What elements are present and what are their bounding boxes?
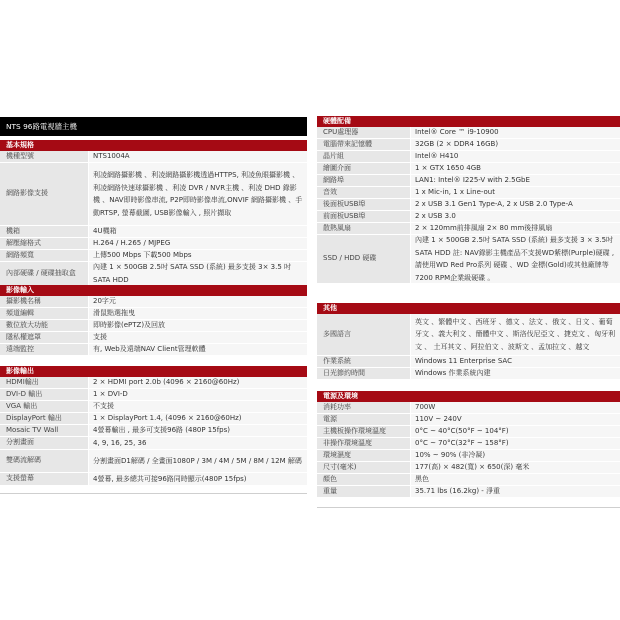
spec-row bbox=[317, 474, 620, 486]
spec-row bbox=[0, 377, 307, 389]
spec-row bbox=[0, 320, 307, 332]
spec-row bbox=[317, 151, 620, 163]
spec-row bbox=[0, 450, 307, 473]
spec-label: 機箱 bbox=[0, 226, 88, 237]
section-header: 影像輸出 bbox=[0, 366, 307, 377]
spec-value: 35.71 lbs (16.2kg) - 淨重 bbox=[410, 486, 620, 497]
spec-row bbox=[317, 211, 620, 223]
spec-table bbox=[0, 377, 307, 486]
spec-label: 遠端監控 bbox=[0, 344, 88, 355]
spec-row bbox=[317, 450, 620, 462]
spec-row bbox=[317, 223, 620, 235]
spec-value: 英文 、繁體中文 、西班牙 、德文 、法文 、俄文 、日文 、葡萄牙文 、義大利文 、簡體中文 、斯洛伐尼亞文 、捷克文 、匈牙利文 、 土耳其文 、阿拉伯文 、波斯文 、孟加拉文 、越文 bbox=[410, 314, 620, 355]
spec-row bbox=[317, 163, 620, 175]
spec-value: 2 × 120mm前排風扇 2× 80 mm後排風扇 bbox=[410, 223, 620, 234]
spec-table bbox=[317, 127, 620, 284]
divider bbox=[0, 493, 307, 494]
spec-value: 0°C ~ 40°C(50°F ~ 104°F) bbox=[410, 426, 620, 437]
spec-value: 黑色 bbox=[410, 474, 620, 485]
spec-label: 音效 bbox=[317, 187, 410, 198]
spec-table bbox=[0, 296, 307, 356]
spec-label: 支援螢幕 bbox=[0, 473, 88, 485]
spec-label: 攝影機名稱 bbox=[0, 296, 88, 307]
spec-value: NTS1004A bbox=[88, 151, 307, 162]
spec-value: 32GB (2 × DDR4 16GB) bbox=[410, 139, 620, 150]
spec-row bbox=[317, 426, 620, 438]
spec-label: 尺寸(毫米) bbox=[317, 462, 410, 473]
spec-row bbox=[317, 139, 620, 151]
spec-label: 重量 bbox=[317, 486, 410, 497]
spec-row bbox=[0, 344, 307, 356]
spec-value: 700W bbox=[410, 402, 620, 413]
spec-value: 20字元 bbox=[88, 296, 307, 307]
spec-label: 電腦帶來記憶體 bbox=[317, 139, 410, 150]
spec-row bbox=[0, 262, 307, 286]
spec-row bbox=[0, 250, 307, 262]
spec-label: 分割畫面 bbox=[0, 437, 88, 449]
spec-label: 環境濕度 bbox=[317, 450, 410, 461]
spec-value: 0°C ~ 70°C(32°F ~ 158°F) bbox=[410, 438, 620, 449]
spec-table bbox=[317, 314, 620, 380]
spec-label: 散熱風扇 bbox=[317, 223, 410, 234]
spec-value: 1 x Mic-in, 1 x Line-out bbox=[410, 187, 620, 198]
spec-label: 非操作環境溫度 bbox=[317, 438, 410, 449]
spec-value: 不支援 bbox=[88, 401, 307, 412]
spec-row bbox=[317, 356, 620, 368]
spec-label: 消耗功率 bbox=[317, 402, 410, 413]
spec-row bbox=[0, 332, 307, 344]
spec-label: 晶片組 bbox=[317, 151, 410, 162]
spec-value: LAN1: Intel® I225-V with 2.5GbE bbox=[410, 175, 620, 186]
spec-row bbox=[0, 163, 307, 226]
spec-value: 滑鼠點選拖曳 bbox=[88, 308, 307, 319]
spec-label: 機種型號 bbox=[0, 151, 88, 162]
spec-value: 有, Web及遠端NAV Client管理軟體 bbox=[88, 344, 307, 355]
spec-value: 177(高) × 482(寬) × 650(深) 毫米 bbox=[410, 462, 620, 473]
spec-value: 上傳500 Mbps 下載500 Mbps bbox=[88, 250, 307, 261]
spec-value: Windows 作業系統內建 bbox=[410, 368, 620, 379]
spec-row bbox=[317, 462, 620, 474]
spec-label: 網路埠 bbox=[317, 175, 410, 186]
spec-value: 4U機箱 bbox=[88, 226, 307, 237]
spec-label: 頻道編輯 bbox=[0, 308, 88, 319]
section-header: 影像輸入 bbox=[0, 285, 307, 296]
spec-row bbox=[317, 414, 620, 426]
spec-value: 支援 bbox=[88, 332, 307, 343]
spec-value: 內建 1 × 500GB 2.5吋 SATA SSD (系統) 最多支援 3× 3.5 吋 SATA HDD bbox=[88, 262, 307, 285]
spec-row bbox=[0, 151, 307, 163]
section-header: 其他 bbox=[317, 303, 620, 314]
spec-row bbox=[317, 235, 620, 284]
spec-row bbox=[0, 296, 307, 308]
spec-value: 1 × DisplayPort 1.4, (4096 × 2160@60Hz) bbox=[88, 413, 307, 424]
spec-label: 作業系統 bbox=[317, 356, 410, 367]
spec-label: 顏色 bbox=[317, 474, 410, 485]
spec-row bbox=[0, 437, 307, 450]
divider bbox=[317, 507, 620, 508]
spec-label: 後面板USB埠 bbox=[317, 199, 410, 210]
spec-row bbox=[0, 389, 307, 401]
spec-value: Intel® H410 bbox=[410, 151, 620, 162]
spec-table bbox=[0, 151, 307, 286]
spec-value: 利凌網路攝影機 、利凌網路攝影機透過HTTPS, 利凌魚眼攝影機 、利凌網路快速球攝影機 、利凌 DVR / NVR主機 、利凌 DHD 錄影機 、NAV即時影像串流, P2P即時影像串流,ONVIF 網路攝影機 、手動RTSP, 螢幕截圖, USB影像輸入 , 照片擷取 bbox=[88, 163, 307, 225]
spec-row bbox=[317, 314, 620, 356]
spec-label: 網路影像支援 bbox=[0, 163, 88, 225]
spec-value: H.264 / H.265 / MJPEG bbox=[88, 238, 307, 249]
spec-value: 1 × GTX 1650 4GB bbox=[410, 163, 620, 174]
spec-label: 內部硬碟 / 硬碟抽取盒 bbox=[0, 262, 88, 285]
spec-table bbox=[317, 402, 620, 498]
spec-label: 數位放大功能 bbox=[0, 320, 88, 331]
spec-label: 主機板操作環境溫度 bbox=[317, 426, 410, 437]
spec-label: HDMI輸出 bbox=[0, 377, 88, 388]
spec-row bbox=[317, 199, 620, 211]
spec-row bbox=[317, 127, 620, 139]
spec-label: 雙碼流解碼 bbox=[0, 450, 88, 472]
spec-row bbox=[0, 425, 307, 437]
spec-label: DVI-D 輸出 bbox=[0, 389, 88, 400]
document-title: NTS 96路電視牆主機 bbox=[0, 117, 307, 136]
spec-label: 前面板USB埠 bbox=[317, 211, 410, 222]
spec-label: 網路頻寬 bbox=[0, 250, 88, 261]
spec-row bbox=[0, 308, 307, 320]
spec-label: CPU處理器 bbox=[317, 127, 410, 138]
spec-value: 4, 9, 16, 25, 36 bbox=[88, 437, 307, 449]
spec-label: SSD / HDD 硬碟 bbox=[317, 235, 410, 283]
spec-label: 電源 bbox=[317, 414, 410, 425]
spec-value: 1 × DVI-D bbox=[88, 389, 307, 400]
spec-value: Intel® Core ™ i9-10900 bbox=[410, 127, 620, 138]
spec-label: Mosaic TV Wall bbox=[0, 425, 88, 436]
spec-row bbox=[317, 175, 620, 187]
spec-label: DisplayPort 輸出 bbox=[0, 413, 88, 424]
spec-row bbox=[317, 368, 620, 380]
spec-value: 2 × HDMI port 2.0b (4096 × 2160@60Hz) bbox=[88, 377, 307, 388]
spec-value: Windows 11 Enterprise SAC bbox=[410, 356, 620, 367]
spec-row bbox=[0, 413, 307, 425]
spec-label: 日光節約時間 bbox=[317, 368, 410, 379]
spec-value: 分割畫面D1解碼 / 全畫面1080P / 3M / 4M / 5M / 8M / 12M 解碼 bbox=[88, 450, 307, 472]
spec-value: 4螢幕, 最多總共可接96路同時顯示(480P 15fps) bbox=[88, 473, 307, 485]
spec-row bbox=[317, 402, 620, 414]
spec-value: 2 x USB 3.1 Gen1 Type-A, 2 x USB 2.0 Type-A bbox=[410, 199, 620, 210]
spec-label: 解壓縮格式 bbox=[0, 238, 88, 249]
spec-row bbox=[0, 473, 307, 486]
spec-value: 10% ~ 90% (非冷凝) bbox=[410, 450, 620, 461]
section-header: 基本規格 bbox=[0, 140, 307, 151]
spec-value: 2 x USB 3.0 bbox=[410, 211, 620, 222]
section-header: 硬體配備 bbox=[317, 116, 620, 127]
spec-row bbox=[0, 226, 307, 238]
spec-value: 內建 1 × 500GB 2.5吋 SATA SSD (系統) 最多支援 3 × 3.5吋 SATA HDD 註: NAV錄影主機產品不支援WD紫標(Purple)硬碟 , 請使用WD Red Pro系列 硬碟 、WD 金標(Gold)或其他廠牌等7200 RPM企業級硬碟 。 bbox=[410, 235, 620, 283]
spec-row bbox=[317, 486, 620, 498]
spec-label: VGA 輸出 bbox=[0, 401, 88, 412]
spec-value: 110V ~ 240V bbox=[410, 414, 620, 425]
spec-label: 隱私權遮罩 bbox=[0, 332, 88, 343]
spec-row bbox=[0, 238, 307, 250]
spec-row bbox=[317, 438, 620, 450]
section-header: 電源及環境 bbox=[317, 391, 620, 402]
spec-value: 4螢幕輸出 , 最多可支援96路 (480P 15fps) bbox=[88, 425, 307, 436]
spec-row bbox=[0, 401, 307, 413]
spec-label: 繪圖介面 bbox=[317, 163, 410, 174]
spec-label: 多國語言 bbox=[317, 314, 410, 355]
spec-row bbox=[317, 187, 620, 199]
spec-value: 即時影像(ePTZ)及回放 bbox=[88, 320, 307, 331]
